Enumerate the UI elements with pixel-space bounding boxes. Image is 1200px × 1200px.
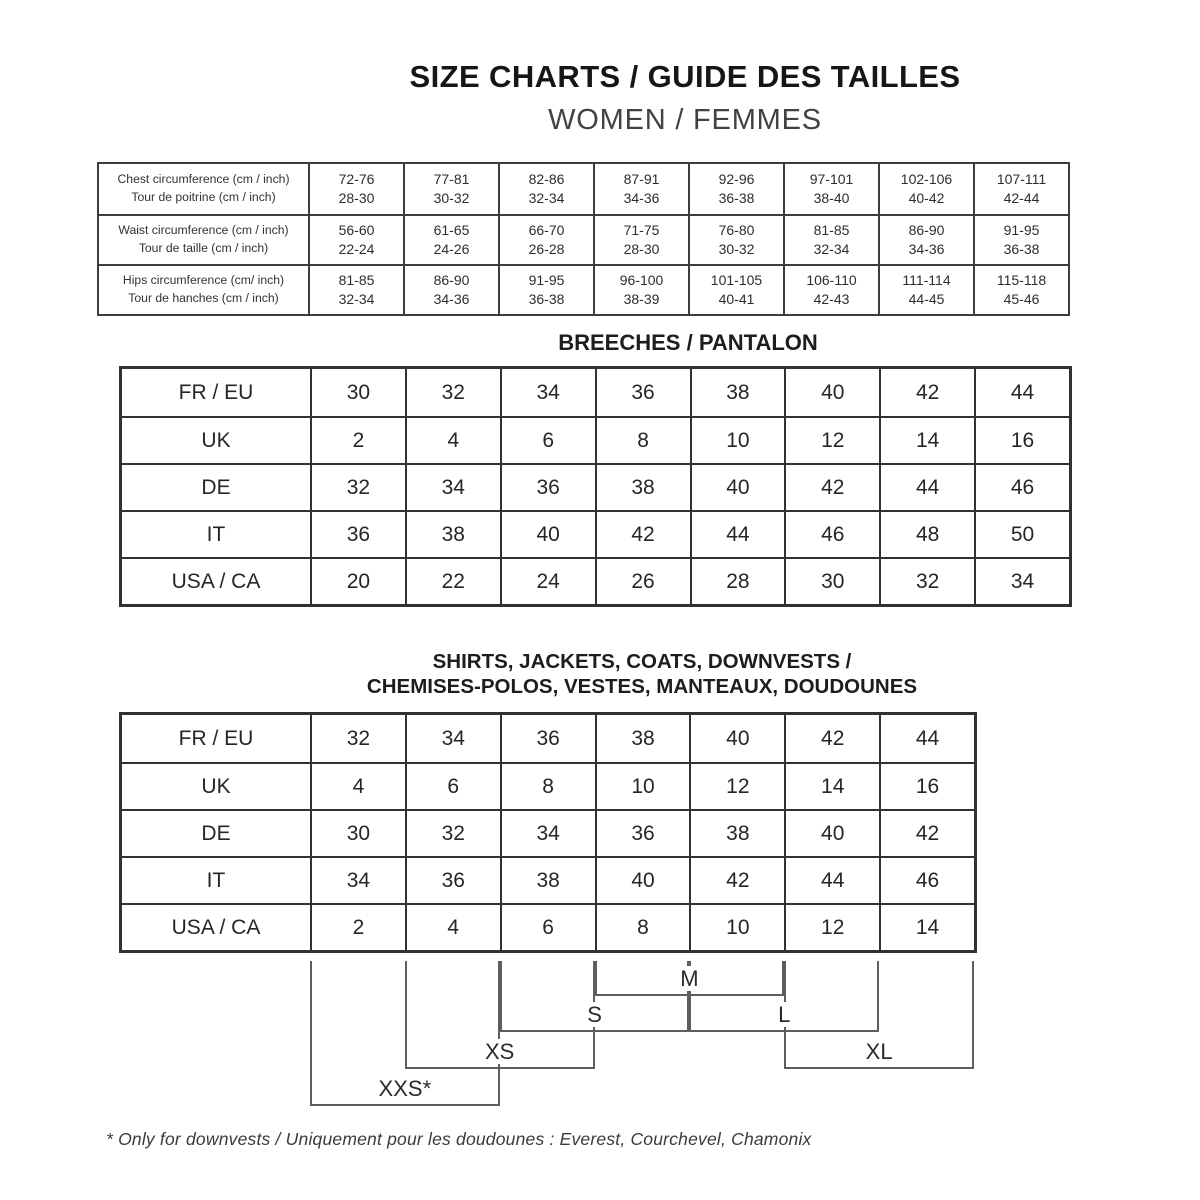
value-inch: 36-38: [1003, 241, 1040, 257]
value-cm: 91-95: [528, 272, 565, 289]
shirts-table: [119, 712, 977, 953]
size-cell: 32: [879, 559, 974, 604]
measurement-cell: [498, 266, 593, 314]
value-inch: 28-30: [338, 190, 375, 206]
size-cell: 44: [974, 369, 1069, 416]
value-cm: 82-86: [528, 171, 565, 188]
measurement-row-chest: [99, 164, 1068, 214]
size-cell: 24: [500, 559, 595, 604]
value-cm: 81-85: [338, 272, 375, 289]
value-cm: 111-114: [902, 272, 951, 289]
size-cell: 36: [310, 512, 405, 557]
measurement-cell: [783, 164, 878, 214]
row-label-fr: Tour de hanches (cm / inch): [128, 291, 279, 305]
value-cm: 97-101: [809, 171, 854, 188]
table-row-usa-ca: [122, 903, 974, 950]
table-row-fr-eu: [122, 369, 1069, 416]
value-inch: 34-36: [623, 190, 660, 206]
value-inch: 38-39: [623, 291, 660, 307]
size-cell: 40: [689, 715, 784, 762]
size-cell: 32: [310, 465, 405, 510]
row-label: USA / CA: [171, 915, 261, 939]
size-cell: 22: [405, 559, 500, 604]
value-cm: 72-76: [338, 171, 375, 188]
measurement-cell: [403, 266, 498, 314]
value-cm: 71-75: [623, 222, 660, 239]
size-cell: 4: [405, 905, 500, 950]
page-title: SIZE CHARTS / GUIDE DES TAILLES: [409, 59, 961, 94]
size-cell: 38: [595, 715, 690, 762]
value-cm: 87-91: [623, 171, 660, 188]
size-cell: 36: [405, 858, 500, 903]
row-label-fr: Tour de poitrine (cm / inch): [131, 190, 276, 204]
row-label-en: Waist circumference (cm / inch): [118, 223, 289, 238]
table-row-de: [122, 463, 1069, 510]
size-cell: 36: [500, 465, 595, 510]
row-label: DE: [201, 475, 231, 499]
value-cm: 61-65: [433, 222, 470, 239]
size-cell: 28: [690, 559, 785, 604]
size-bracket-label: S: [576, 1002, 613, 1027]
measurement-cell: [783, 266, 878, 314]
table-row-it: [122, 856, 974, 903]
size-cell: 34: [974, 559, 1069, 604]
measurement-cell: [593, 164, 688, 214]
measurement-cell: [593, 216, 688, 264]
size-cell: 42: [879, 811, 974, 856]
table-row-uk: [122, 416, 1069, 463]
measurement-cell: [783, 216, 878, 264]
size-cell: 10: [595, 764, 690, 809]
value-inch: 36-38: [528, 291, 565, 307]
size-cell: 6: [500, 418, 595, 463]
size-cell: 16: [879, 764, 974, 809]
measurement-cell: [308, 266, 403, 314]
measurement-row-hips: [99, 264, 1068, 314]
value-inch: 32-34: [338, 291, 375, 307]
size-bracket-xxs: [310, 961, 500, 1106]
size-cell: 34: [405, 465, 500, 510]
table-row-fr-eu: [122, 715, 974, 762]
value-cm: 92-96: [718, 171, 755, 188]
value-inch: 42-44: [1003, 190, 1040, 206]
value-cm: 101-105: [710, 272, 763, 289]
value-inch: 44-45: [908, 291, 945, 307]
row-label: IT: [206, 868, 226, 892]
size-cell: 46: [974, 465, 1069, 510]
row-label: IT: [206, 522, 226, 546]
row-label: FR / EU: [178, 726, 254, 750]
size-cell: 36: [595, 369, 690, 416]
measurements-table: [97, 162, 1070, 316]
measurement-cell: [498, 164, 593, 214]
size-cell: 36: [500, 715, 595, 762]
value-cm: 76-80: [718, 222, 755, 239]
size-cell: 40: [595, 858, 690, 903]
value-inch: 26-28: [528, 241, 565, 257]
size-cell: 34: [500, 811, 595, 856]
size-cell: 10: [690, 418, 785, 463]
shirts-section-title-line1: SHIRTS, JACKETS, COATS, DOWNVESTS /: [432, 650, 852, 673]
size-cell: 12: [784, 418, 879, 463]
size-cell: 8: [595, 418, 690, 463]
measurement-cell: [688, 216, 783, 264]
row-label: [99, 164, 308, 214]
value-cm: 56-60: [338, 222, 375, 239]
size-cell: 32: [310, 715, 405, 762]
table-row-de: [122, 809, 974, 856]
size-cell: 14: [784, 764, 879, 809]
size-cell: 30: [310, 811, 405, 856]
row-label: USA / CA: [171, 569, 261, 593]
measurement-cell: [308, 216, 403, 264]
table-row-it: [122, 510, 1069, 557]
size-cell: 40: [500, 512, 595, 557]
value-inch: 30-32: [433, 190, 470, 206]
size-cell: 44: [690, 512, 785, 557]
measurement-cell: [308, 164, 403, 214]
measurement-cell: [973, 266, 1068, 314]
value-inch: 30-32: [718, 241, 755, 257]
size-cell: 40: [784, 811, 879, 856]
size-cell: 46: [784, 512, 879, 557]
size-cell: 44: [879, 465, 974, 510]
size-cell: 42: [689, 858, 784, 903]
size-cell: 8: [500, 764, 595, 809]
measurement-cell: [878, 266, 973, 314]
size-bracket-label: XS: [474, 1039, 525, 1064]
value-cm: 86-90: [908, 222, 945, 239]
value-inch: 34-36: [908, 241, 945, 257]
size-cell: 34: [310, 858, 405, 903]
value-inch: 22-24: [338, 241, 375, 257]
breeches-table: [119, 366, 1072, 607]
value-cm: 81-85: [813, 222, 850, 239]
size-cell: 6: [500, 905, 595, 950]
measurement-cell: [688, 266, 783, 314]
size-cell: 44: [784, 858, 879, 903]
size-cell: 42: [595, 512, 690, 557]
size-cell: 8: [595, 905, 690, 950]
measurement-cell: [498, 216, 593, 264]
value-cm: 91-95: [1003, 222, 1040, 239]
size-cell: 38: [405, 512, 500, 557]
size-cell: 20: [310, 559, 405, 604]
downvests-footnote: * Only for downvests / Uniquement pour les doudounes : Everest, Courchevel, Chamonix: [106, 1129, 812, 1149]
measurement-cell: [973, 216, 1068, 264]
size-cell: 44: [879, 715, 974, 762]
value-cm: 102-106: [900, 171, 953, 188]
size-cell: 12: [784, 905, 879, 950]
size-cell: 14: [879, 418, 974, 463]
size-cell: 2: [310, 418, 405, 463]
size-cell: 42: [784, 465, 879, 510]
size-cell: 34: [405, 715, 500, 762]
value-inch: 40-41: [718, 291, 755, 307]
size-cell: 42: [784, 715, 879, 762]
shirts-section-title: [142, 649, 1142, 699]
measurement-row-waist: [99, 214, 1068, 264]
row-label: DE: [201, 821, 231, 845]
size-cell: 16: [974, 418, 1069, 463]
value-cm: 77-81: [433, 171, 470, 188]
value-inch: 38-40: [813, 190, 850, 206]
measurement-cell: [403, 216, 498, 264]
size-bracket-xl: [784, 961, 974, 1069]
measurement-cell: [593, 266, 688, 314]
table-row-uk: [122, 762, 974, 809]
value-inch: 36-38: [718, 190, 755, 206]
size-cell: 48: [879, 512, 974, 557]
row-label-en: Chest circumference (cm / inch): [117, 172, 290, 187]
size-cell: 6: [405, 764, 500, 809]
size-cell: 46: [879, 858, 974, 903]
value-inch: 28-30: [623, 241, 660, 257]
value-cm: 86-90: [433, 272, 470, 289]
size-cell: 40: [784, 369, 879, 416]
measurement-cell: [973, 164, 1068, 214]
value-inch: 32-34: [813, 241, 850, 257]
size-bracket-label: L: [767, 1002, 801, 1027]
breeches-section-title: BREECHES / PANTALON: [558, 330, 818, 355]
size-cell: 32: [405, 811, 500, 856]
row-label: UK: [201, 428, 231, 452]
value-cm: 107-111: [996, 171, 1047, 188]
value-inch: 45-46: [1003, 291, 1040, 307]
measurement-cell: [403, 164, 498, 214]
size-bracket-label: M: [669, 966, 709, 991]
row-label-fr: Tour de taille (cm / inch): [138, 241, 269, 255]
value-cm: 66-70: [528, 222, 565, 239]
size-cell: 50: [974, 512, 1069, 557]
value-inch: 32-34: [528, 190, 565, 206]
size-cell: 14: [879, 905, 974, 950]
size-cell: 30: [784, 559, 879, 604]
table-row-usa-ca: [122, 557, 1069, 604]
size-cell: 38: [690, 369, 785, 416]
size-cell: 10: [689, 905, 784, 950]
row-label: [99, 216, 308, 264]
size-cell: 38: [595, 465, 690, 510]
value-inch: 42-43: [813, 291, 850, 307]
size-cell: 26: [595, 559, 690, 604]
size-cell: 12: [689, 764, 784, 809]
size-cell: 4: [405, 418, 500, 463]
value-cm: 106-110: [806, 272, 857, 289]
size-cell: 36: [595, 811, 690, 856]
size-cell: 30: [310, 369, 405, 416]
size-cell: 34: [500, 369, 595, 416]
size-cell: 38: [689, 811, 784, 856]
value-inch: 34-36: [433, 291, 470, 307]
size-cell: 4: [310, 764, 405, 809]
size-bracket-label: XXS*: [368, 1076, 443, 1101]
shirts-section-title-line2: CHEMISES-POLOS, VESTES, MANTEAUX, DOUDOUNES: [366, 675, 918, 698]
page-subtitle: WOMEN / FEMMES: [548, 104, 822, 136]
row-label: FR / EU: [178, 380, 254, 404]
size-cell: 2: [310, 905, 405, 950]
size-bracket-label: XL: [855, 1039, 904, 1064]
size-cell: 42: [879, 369, 974, 416]
size-cell: 40: [690, 465, 785, 510]
row-label: UK: [201, 774, 231, 798]
measurement-cell: [688, 164, 783, 214]
row-label: [99, 266, 308, 314]
value-cm: 96-100: [619, 272, 664, 289]
measurement-cell: [878, 164, 973, 214]
value-inch: 24-26: [433, 241, 470, 257]
size-cell: 38: [500, 858, 595, 903]
size-cell: 32: [405, 369, 500, 416]
measurement-cell: [878, 216, 973, 264]
value-inch: 40-42: [908, 190, 945, 206]
row-label-en: Hips circumference (cm/ inch): [122, 273, 285, 288]
value-cm: 115-118: [996, 272, 1047, 289]
